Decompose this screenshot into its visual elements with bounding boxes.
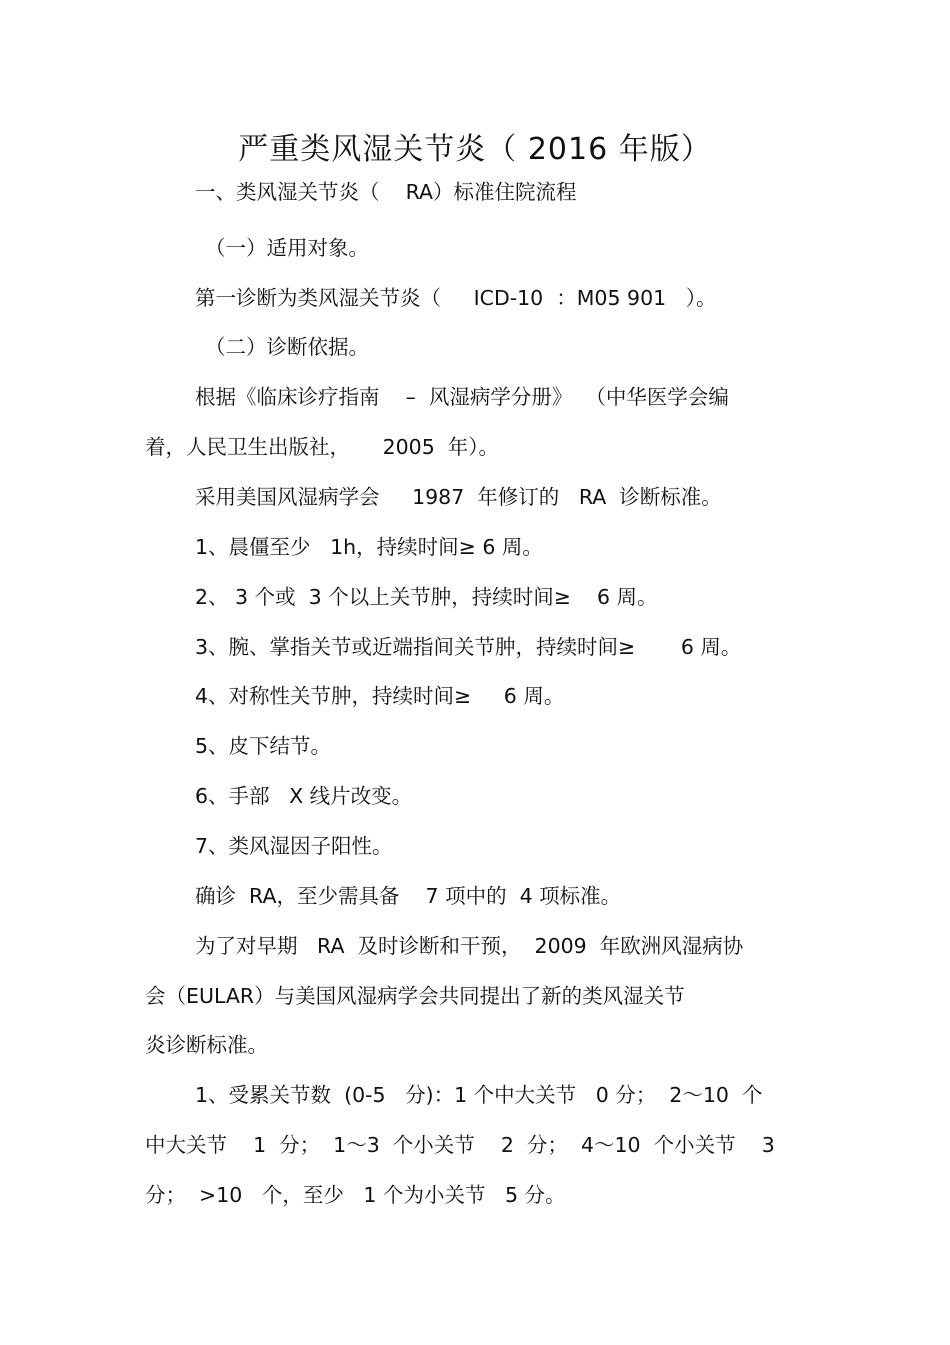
paragraph-eular-line-3: 炎诊断标准。	[145, 1033, 268, 1057]
subsection-heading-applicable: （一）适用对象。	[205, 236, 369, 260]
paragraph-acr-criteria: 采用美国风湿病学会 1987 年修订的 RA 诊断标准。	[195, 485, 722, 509]
criterion-item-5: 5、皮下结节。	[195, 734, 332, 758]
criterion-item-1: 1、晨僵至少 1h，持续时间≥ 6 周。	[195, 535, 543, 559]
paragraph-first-diagnosis: 第一诊断为类风湿关节炎（ ICD-10 ：M05 901 ）。	[195, 286, 717, 310]
criterion-item-6: 6、手部 X 线片改变。	[195, 784, 413, 808]
scoring-item-1-line-3: 分； >10 个，至少 1 个为小关节 5 分。	[145, 1183, 566, 1207]
paragraph-eular-line-2: 会（EULAR）与美国风湿病学会共同提出了新的类风湿关节	[145, 984, 685, 1008]
criterion-item-4: 4、对称性关节肿，持续时间≥ 6 周。	[195, 684, 565, 708]
criterion-item-3: 3、腕、掌指关节或近端指间关节肿，持续时间≥ 6 周。	[195, 635, 742, 659]
section-heading-1: 一、类风湿关节炎（ RA）标准住院流程	[195, 180, 577, 204]
paragraph-eular-line-1: 为了对早期 RA 及时诊断和干预， 2009 年欧洲风湿病协	[195, 934, 744, 958]
scoring-item-1-line-1: 1、受累关节数 (0-5 分)：1 个中大关节 0 分； 2～10 个	[195, 1083, 763, 1107]
paragraph-reference-line-1: 根据《临床诊疗指南 – 风湿病学分册》 （中华医学会编	[195, 385, 729, 409]
scoring-item-1-line-2: 中大关节 1 分； 1～3 个小关节 2 分； 4～10 个小关节 3	[145, 1133, 775, 1157]
criterion-item-2: 2、 3 个或 3 个以上关节肿，持续时间≥ 6 周。	[195, 585, 658, 609]
document-title: 严重类风湿关节炎（ 2016 年版）	[238, 132, 712, 167]
paragraph-reference-line-2: 着，人民卫生出版社， 2005 年）。	[145, 435, 500, 459]
paragraph-diagnosis-requirement: 确诊 RA，至少需具备 7 项中的 4 项标准。	[195, 884, 622, 908]
criterion-item-7: 7、类风湿因子阳性。	[195, 834, 393, 858]
subsection-heading-basis: （二）诊断依据。	[205, 335, 369, 359]
